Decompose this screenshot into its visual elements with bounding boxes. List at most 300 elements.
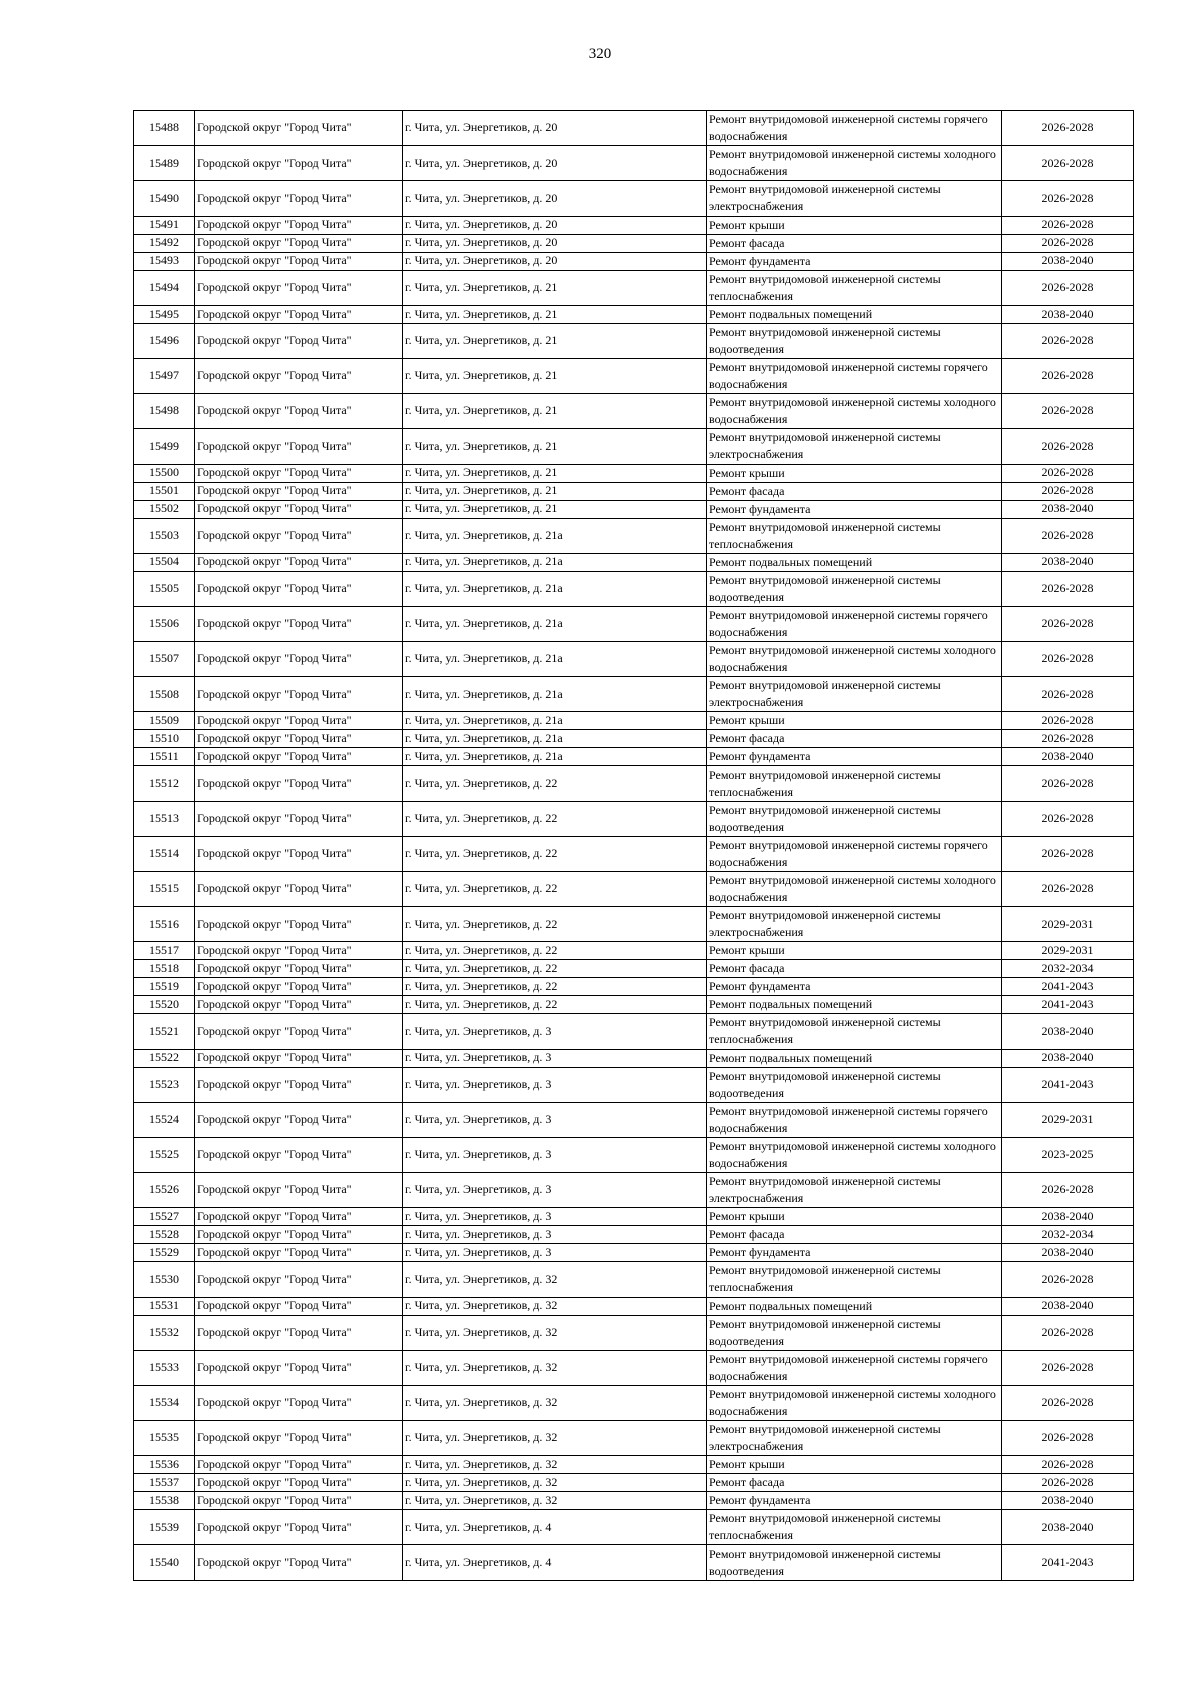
municipality-cell: Городской округ "Город Чита" (195, 907, 403, 942)
table-row (134, 323, 1134, 358)
work-type-cell: Ремонт фундамента (707, 252, 1002, 270)
period-cell: 2041-2043 (1002, 978, 1134, 996)
municipality-cell: Городской округ "Город Чита" (195, 305, 403, 323)
period-cell: 2041-2043 (1002, 996, 1134, 1014)
address-cell: г. Чита, ул. Энергетиков, д. 20 (403, 181, 707, 216)
table-row (134, 872, 1134, 907)
period-cell: 2038-2040 (1002, 1014, 1134, 1049)
period-cell: 2038-2040 (1002, 252, 1134, 270)
table-row (134, 730, 1134, 748)
municipality-cell: Городской округ "Город Чита" (195, 1173, 403, 1208)
work-type-cell: Ремонт фундамента (707, 500, 1002, 518)
period-cell: 2026-2028 (1002, 1173, 1134, 1208)
work-type-cell: Ремонт внутридомовой инженерной системы холодного водоснабжения (707, 1385, 1002, 1420)
work-type-cell: Ремонт внутридомовой инженерной системы теплоснабжения (707, 518, 1002, 553)
period-cell: 2026-2028 (1002, 518, 1134, 553)
address-cell: г. Чита, ул. Энергетиков, д. 21а (403, 712, 707, 730)
address-cell: г. Чита, ул. Энергетиков, д. 20 (403, 216, 707, 234)
work-type-cell: Ремонт внутридомовой инженерной системы горячего водоснабжения (707, 358, 1002, 393)
address-cell: г. Чита, ул. Энергетиков, д. 22 (403, 942, 707, 960)
row-number-cell: 15523 (134, 1067, 195, 1102)
row-number-cell: 15505 (134, 571, 195, 606)
work-type-cell: Ремонт внутридомовой инженерной системы горячего водоснабжения (707, 1102, 1002, 1137)
table-row (134, 642, 1134, 677)
period-cell: 2038-2040 (1002, 1244, 1134, 1262)
period-cell: 2026-2028 (1002, 642, 1134, 677)
table-row (134, 942, 1134, 960)
row-number-cell: 15494 (134, 270, 195, 305)
work-type-cell: Ремонт подвальных помещений (707, 996, 1002, 1014)
municipality-cell: Городской округ "Город Чита" (195, 111, 403, 146)
table-row (134, 464, 1134, 482)
row-number-cell: 15492 (134, 234, 195, 252)
table-row (134, 394, 1134, 429)
row-number-cell: 15500 (134, 464, 195, 482)
table-row (134, 571, 1134, 606)
address-cell: г. Чита, ул. Энергетиков, д. 32 (403, 1350, 707, 1385)
work-type-cell: Ремонт подвальных помещений (707, 1049, 1002, 1067)
municipality-cell: Городской округ "Город Чита" (195, 1474, 403, 1492)
municipality-cell: Городской округ "Город Чита" (195, 730, 403, 748)
period-cell: 2032-2034 (1002, 960, 1134, 978)
address-cell: г. Чита, ул. Энергетиков, д. 4 (403, 1510, 707, 1545)
municipality-cell: Городской округ "Город Чита" (195, 996, 403, 1014)
work-type-cell: Ремонт внутридомовой инженерной системы холодного водоснабжения (707, 394, 1002, 429)
row-number-cell: 15530 (134, 1262, 195, 1297)
municipality-cell: Городской округ "Город Чита" (195, 358, 403, 393)
row-number-cell: 15504 (134, 553, 195, 571)
row-number-cell: 15499 (134, 429, 195, 464)
period-cell: 2026-2028 (1002, 146, 1134, 181)
work-type-cell: Ремонт крыши (707, 464, 1002, 482)
work-type-cell: Ремонт внутридомовой инженерной системы холодного водоснабжения (707, 1137, 1002, 1172)
period-cell: 2026-2028 (1002, 677, 1134, 712)
work-type-cell: Ремонт внутридомовой инженерной системы теплоснабжения (707, 1510, 1002, 1545)
address-cell: г. Чита, ул. Энергетиков, д. 3 (403, 1102, 707, 1137)
period-cell: 2026-2028 (1002, 1385, 1134, 1420)
address-cell: г. Чита, ул. Энергетиков, д. 3 (403, 1226, 707, 1244)
work-type-cell: Ремонт фундамента (707, 1492, 1002, 1510)
table-row (134, 518, 1134, 553)
table-row (134, 978, 1134, 996)
row-number-cell: 15532 (134, 1315, 195, 1350)
period-cell: 2038-2040 (1002, 305, 1134, 323)
table-row (134, 836, 1134, 871)
municipality-cell: Городской округ "Город Чита" (195, 500, 403, 518)
table-row (134, 1244, 1134, 1262)
period-cell: 2026-2028 (1002, 358, 1134, 393)
address-cell: г. Чита, ул. Энергетиков, д. 21 (403, 464, 707, 482)
address-cell: г. Чита, ул. Энергетиков, д. 3 (403, 1244, 707, 1262)
municipality-cell: Городской округ "Город Чита" (195, 571, 403, 606)
work-type-cell: Ремонт крыши (707, 1208, 1002, 1226)
row-number-cell: 15527 (134, 1208, 195, 1226)
work-type-cell: Ремонт фасада (707, 234, 1002, 252)
municipality-cell: Городской округ "Город Чита" (195, 836, 403, 871)
work-type-cell: Ремонт внутридомовой инженерной системы холодного водоснабжения (707, 642, 1002, 677)
address-cell: г. Чита, ул. Энергетиков, д. 32 (403, 1385, 707, 1420)
address-cell: г. Чита, ул. Энергетиков, д. 32 (403, 1297, 707, 1315)
address-cell: г. Чита, ул. Энергетиков, д. 32 (403, 1315, 707, 1350)
table-row (134, 1315, 1134, 1350)
period-cell: 2032-2034 (1002, 1226, 1134, 1244)
municipality-cell: Городской округ "Город Чита" (195, 181, 403, 216)
repair-schedule-table (133, 110, 1134, 1581)
row-number-cell: 15534 (134, 1385, 195, 1420)
period-cell: 2026-2028 (1002, 606, 1134, 641)
row-number-cell: 15519 (134, 978, 195, 996)
address-cell: г. Чита, ул. Энергетиков, д. 3 (403, 1208, 707, 1226)
table-row (134, 216, 1134, 234)
work-type-cell: Ремонт фасада (707, 482, 1002, 500)
period-cell: 2026-2028 (1002, 1262, 1134, 1297)
row-number-cell: 15536 (134, 1456, 195, 1474)
table-row (134, 146, 1134, 181)
row-number-cell: 15496 (134, 323, 195, 358)
row-number-cell: 15525 (134, 1137, 195, 1172)
table-row (134, 907, 1134, 942)
period-cell: 2026-2028 (1002, 571, 1134, 606)
table-row (134, 252, 1134, 270)
period-cell: 2026-2028 (1002, 730, 1134, 748)
municipality-cell: Городской округ "Город Чита" (195, 1350, 403, 1385)
table-row (134, 1102, 1134, 1137)
period-cell: 2038-2040 (1002, 1208, 1134, 1226)
municipality-cell: Городской округ "Город Чита" (195, 553, 403, 571)
work-type-cell: Ремонт фасада (707, 1226, 1002, 1244)
address-cell: г. Чита, ул. Энергетиков, д. 22 (403, 978, 707, 996)
work-type-cell: Ремонт внутридомовой инженерной системы горячего водоснабжения (707, 111, 1002, 146)
page-number: 320 (588, 46, 612, 62)
municipality-cell: Городской округ "Город Чита" (195, 464, 403, 482)
row-number-cell: 15514 (134, 836, 195, 871)
period-cell: 2026-2028 (1002, 712, 1134, 730)
period-cell: 2026-2028 (1002, 801, 1134, 836)
table-row (134, 1137, 1134, 1172)
table-row (134, 1049, 1134, 1067)
address-cell: г. Чита, ул. Энергетиков, д. 21а (403, 642, 707, 677)
work-type-cell: Ремонт внутридомовой инженерной системы теплоснабжения (707, 1262, 1002, 1297)
work-type-cell: Ремонт крыши (707, 216, 1002, 234)
period-cell: 2026-2028 (1002, 323, 1134, 358)
address-cell: г. Чита, ул. Энергетиков, д. 21 (403, 358, 707, 393)
address-cell: г. Чита, ул. Энергетиков, д. 32 (403, 1456, 707, 1474)
address-cell: г. Чита, ул. Энергетиков, д. 21а (403, 606, 707, 641)
row-number-cell: 15524 (134, 1102, 195, 1137)
period-cell: 2038-2040 (1002, 500, 1134, 518)
municipality-cell: Городской округ "Город Чита" (195, 1545, 403, 1580)
work-type-cell: Ремонт внутридомовой инженерной системы водоотведения (707, 323, 1002, 358)
period-cell: 2026-2028 (1002, 872, 1134, 907)
row-number-cell: 15533 (134, 1350, 195, 1385)
table-row (134, 1492, 1134, 1510)
table-row (134, 712, 1134, 730)
municipality-cell: Городской округ "Город Чита" (195, 234, 403, 252)
work-type-cell: Ремонт внутридомовой инженерной системы водоотведения (707, 571, 1002, 606)
municipality-cell: Городской округ "Город Чита" (195, 270, 403, 305)
municipality-cell: Городской округ "Город Чита" (195, 677, 403, 712)
row-number-cell: 15488 (134, 111, 195, 146)
row-number-cell: 15516 (134, 907, 195, 942)
row-number-cell: 15509 (134, 712, 195, 730)
municipality-cell: Городской округ "Город Чита" (195, 518, 403, 553)
period-cell: 2038-2040 (1002, 1049, 1134, 1067)
table-row (134, 1226, 1134, 1244)
row-number-cell: 15501 (134, 482, 195, 500)
municipality-cell: Городской округ "Город Чита" (195, 146, 403, 181)
municipality-cell: Городской округ "Город Чита" (195, 1226, 403, 1244)
work-type-cell: Ремонт фасада (707, 960, 1002, 978)
table-row (134, 358, 1134, 393)
table-row (134, 1262, 1134, 1297)
work-type-cell: Ремонт внутридомовой инженерной системы электроснабжения (707, 677, 1002, 712)
row-number-cell: 15491 (134, 216, 195, 234)
work-type-cell: Ремонт подвальных помещений (707, 305, 1002, 323)
row-number-cell: 15489 (134, 146, 195, 181)
municipality-cell: Городской округ "Город Чита" (195, 323, 403, 358)
address-cell: г. Чита, ул. Энергетиков, д. 22 (403, 996, 707, 1014)
municipality-cell: Городской округ "Город Чита" (195, 1492, 403, 1510)
work-type-cell: Ремонт фундамента (707, 978, 1002, 996)
table-row (134, 234, 1134, 252)
row-number-cell: 15495 (134, 305, 195, 323)
period-cell: 2029-2031 (1002, 907, 1134, 942)
work-type-cell: Ремонт внутридомовой инженерной системы водоотведения (707, 1545, 1002, 1580)
work-type-cell: Ремонт внутридомовой инженерной системы теплоснабжения (707, 766, 1002, 801)
address-cell: г. Чита, ул. Энергетиков, д. 21 (403, 394, 707, 429)
municipality-cell: Городской округ "Город Чита" (195, 394, 403, 429)
row-number-cell: 15503 (134, 518, 195, 553)
municipality-cell: Городской округ "Город Чита" (195, 978, 403, 996)
address-cell: г. Чита, ул. Энергетиков, д. 3 (403, 1137, 707, 1172)
row-number-cell: 15526 (134, 1173, 195, 1208)
table-row (134, 1385, 1134, 1420)
table-row (134, 1208, 1134, 1226)
work-type-cell: Ремонт внутридомовой инженерной системы электроснабжения (707, 181, 1002, 216)
period-cell: 2026-2028 (1002, 111, 1134, 146)
work-type-cell: Ремонт внутридомовой инженерной системы электроснабжения (707, 1173, 1002, 1208)
period-cell: 2026-2028 (1002, 836, 1134, 871)
table-row (134, 1350, 1134, 1385)
row-number-cell: 15517 (134, 942, 195, 960)
municipality-cell: Городской округ "Город Чита" (195, 1510, 403, 1545)
municipality-cell: Городской округ "Город Чита" (195, 429, 403, 464)
period-cell: 2038-2040 (1002, 1510, 1134, 1545)
work-type-cell: Ремонт внутридомовой инженерной системы теплоснабжения (707, 1014, 1002, 1049)
period-cell: 2041-2043 (1002, 1545, 1134, 1580)
row-number-cell: 15521 (134, 1014, 195, 1049)
address-cell: г. Чита, ул. Энергетиков, д. 22 (403, 960, 707, 978)
work-type-cell: Ремонт внутридомовой инженерной системы водоотведения (707, 1067, 1002, 1102)
address-cell: г. Чита, ул. Энергетиков, д. 21а (403, 553, 707, 571)
address-cell: г. Чита, ул. Энергетиков, д. 21 (403, 305, 707, 323)
table-row (134, 1474, 1134, 1492)
period-cell: 2026-2028 (1002, 270, 1134, 305)
address-cell: г. Чита, ул. Энергетиков, д. 21а (403, 677, 707, 712)
table-row (134, 677, 1134, 712)
table-row (134, 1545, 1134, 1580)
address-cell: г. Чита, ул. Энергетиков, д. 32 (403, 1421, 707, 1456)
row-number-cell: 15518 (134, 960, 195, 978)
table-row (134, 1421, 1134, 1456)
row-number-cell: 15502 (134, 500, 195, 518)
table-row (134, 996, 1134, 1014)
work-type-cell: Ремонт внутридомовой инженерной системы водоотведения (707, 801, 1002, 836)
municipality-cell: Городской округ "Город Чита" (195, 1067, 403, 1102)
row-number-cell: 15538 (134, 1492, 195, 1510)
address-cell: г. Чита, ул. Энергетиков, д. 32 (403, 1492, 707, 1510)
period-cell: 2029-2031 (1002, 1102, 1134, 1137)
period-cell: 2041-2043 (1002, 1067, 1134, 1102)
row-number-cell: 15506 (134, 606, 195, 641)
municipality-cell: Городской округ "Город Чита" (195, 1049, 403, 1067)
work-type-cell: Ремонт внутридомовой инженерной системы горячего водоснабжения (707, 836, 1002, 871)
work-type-cell: Ремонт подвальных помещений (707, 553, 1002, 571)
work-type-cell: Ремонт фасада (707, 1474, 1002, 1492)
address-cell: г. Чита, ул. Энергетиков, д. 22 (403, 872, 707, 907)
table-row (134, 482, 1134, 500)
address-cell: г. Чита, ул. Энергетиков, д. 32 (403, 1262, 707, 1297)
address-cell: г. Чита, ул. Энергетиков, д. 3 (403, 1049, 707, 1067)
address-cell: г. Чита, ул. Энергетиков, д. 21 (403, 482, 707, 500)
table-row (134, 305, 1134, 323)
address-cell: г. Чита, ул. Энергетиков, д. 20 (403, 252, 707, 270)
period-cell: 2038-2040 (1002, 748, 1134, 766)
table-row (134, 111, 1134, 146)
work-type-cell: Ремонт фундамента (707, 748, 1002, 766)
table-row (134, 500, 1134, 518)
row-number-cell: 15498 (134, 394, 195, 429)
municipality-cell: Городской округ "Город Чита" (195, 1208, 403, 1226)
address-cell: г. Чита, ул. Энергетиков, д. 20 (403, 234, 707, 252)
work-type-cell: Ремонт фасада (707, 730, 1002, 748)
municipality-cell: Городской округ "Город Чита" (195, 1421, 403, 1456)
period-cell: 2026-2028 (1002, 181, 1134, 216)
period-cell: 2038-2040 (1002, 1297, 1134, 1315)
table-row (134, 1456, 1134, 1474)
row-number-cell: 15528 (134, 1226, 195, 1244)
municipality-cell: Городской округ "Город Чита" (195, 1315, 403, 1350)
row-number-cell: 15537 (134, 1474, 195, 1492)
municipality-cell: Городской округ "Город Чита" (195, 960, 403, 978)
address-cell: г. Чита, ул. Энергетиков, д. 21а (403, 518, 707, 553)
row-number-cell: 15529 (134, 1244, 195, 1262)
table-row (134, 748, 1134, 766)
period-cell: 2026-2028 (1002, 1421, 1134, 1456)
address-cell: г. Чита, ул. Энергетиков, д. 21 (403, 500, 707, 518)
row-number-cell: 15508 (134, 677, 195, 712)
period-cell: 2026-2028 (1002, 216, 1134, 234)
period-cell: 2029-2031 (1002, 942, 1134, 960)
row-number-cell: 15515 (134, 872, 195, 907)
work-type-cell: Ремонт крыши (707, 1456, 1002, 1474)
municipality-cell: Городской округ "Город Чита" (195, 1385, 403, 1420)
work-type-cell: Ремонт внутридомовой инженерной системы электроснабжения (707, 429, 1002, 464)
municipality-cell: Городской округ "Город Чита" (195, 1297, 403, 1315)
table-row (134, 1510, 1134, 1545)
table-row (134, 606, 1134, 641)
work-type-cell: Ремонт внутридомовой инженерной системы теплоснабжения (707, 270, 1002, 305)
address-cell: г. Чита, ул. Энергетиков, д. 21 (403, 270, 707, 305)
period-cell: 2026-2028 (1002, 464, 1134, 482)
table-row (134, 553, 1134, 571)
municipality-cell: Городской округ "Город Чита" (195, 252, 403, 270)
row-number-cell: 15540 (134, 1545, 195, 1580)
table-row (134, 960, 1134, 978)
municipality-cell: Городской округ "Город Чита" (195, 942, 403, 960)
municipality-cell: Городской округ "Город Чита" (195, 216, 403, 234)
work-type-cell: Ремонт внутридомовой инженерной системы электроснабжения (707, 907, 1002, 942)
address-cell: г. Чита, ул. Энергетиков, д. 20 (403, 146, 707, 181)
address-cell: г. Чита, ул. Энергетиков, д. 21 (403, 429, 707, 464)
row-number-cell: 15507 (134, 642, 195, 677)
table-body (134, 111, 1134, 1581)
work-type-cell: Ремонт внутридомовой инженерной системы электроснабжения (707, 1421, 1002, 1456)
row-number-cell: 15531 (134, 1297, 195, 1315)
period-cell: 2026-2028 (1002, 394, 1134, 429)
row-number-cell: 15493 (134, 252, 195, 270)
period-cell: 2026-2028 (1002, 1474, 1134, 1492)
table-row (134, 181, 1134, 216)
address-cell: г. Чита, ул. Энергетиков, д. 21а (403, 748, 707, 766)
row-number-cell: 15520 (134, 996, 195, 1014)
work-type-cell: Ремонт внутридомовой инженерной системы водоотведения (707, 1315, 1002, 1350)
table-row (134, 429, 1134, 464)
address-cell: г. Чита, ул. Энергетиков, д. 4 (403, 1545, 707, 1580)
row-number-cell: 15513 (134, 801, 195, 836)
row-number-cell: 15535 (134, 1421, 195, 1456)
row-number-cell: 15497 (134, 358, 195, 393)
municipality-cell: Городской округ "Город Чита" (195, 642, 403, 677)
work-type-cell: Ремонт подвальных помещений (707, 1297, 1002, 1315)
table-row (134, 766, 1134, 801)
table-row (134, 1173, 1134, 1208)
row-number-cell: 15510 (134, 730, 195, 748)
work-type-cell: Ремонт крыши (707, 942, 1002, 960)
row-number-cell: 15512 (134, 766, 195, 801)
row-number-cell: 15511 (134, 748, 195, 766)
municipality-cell: Городской округ "Город Чита" (195, 482, 403, 500)
period-cell: 2026-2028 (1002, 234, 1134, 252)
period-cell: 2026-2028 (1002, 1350, 1134, 1385)
address-cell: г. Чита, ул. Энергетиков, д. 22 (403, 766, 707, 801)
period-cell: 2038-2040 (1002, 1492, 1134, 1510)
address-cell: г. Чита, ул. Энергетиков, д. 21а (403, 571, 707, 606)
municipality-cell: Городской округ "Город Чита" (195, 766, 403, 801)
period-cell: 2026-2028 (1002, 482, 1134, 500)
municipality-cell: Городской округ "Город Чита" (195, 1244, 403, 1262)
municipality-cell: Городской округ "Город Чита" (195, 606, 403, 641)
address-cell: г. Чита, ул. Энергетиков, д. 32 (403, 1474, 707, 1492)
table-row (134, 270, 1134, 305)
address-cell: г. Чита, ул. Энергетиков, д. 22 (403, 907, 707, 942)
address-cell: г. Чита, ул. Энергетиков, д. 21 (403, 323, 707, 358)
municipality-cell: Городской округ "Город Чита" (195, 801, 403, 836)
municipality-cell: Городской округ "Город Чита" (195, 1102, 403, 1137)
table-row (134, 1067, 1134, 1102)
address-cell: г. Чита, ул. Энергетиков, д. 22 (403, 836, 707, 871)
row-number-cell: 15539 (134, 1510, 195, 1545)
municipality-cell: Городской округ "Город Чита" (195, 1262, 403, 1297)
work-type-cell: Ремонт внутридомовой инженерной системы горячего водоснабжения (707, 1350, 1002, 1385)
work-type-cell: Ремонт внутридомовой инженерной системы холодного водоснабжения (707, 146, 1002, 181)
work-type-cell: Ремонт внутридомовой инженерной системы холодного водоснабжения (707, 872, 1002, 907)
period-cell: 2038-2040 (1002, 553, 1134, 571)
table-row (134, 1014, 1134, 1049)
period-cell: 2026-2028 (1002, 766, 1134, 801)
address-cell: г. Чита, ул. Энергетиков, д. 3 (403, 1173, 707, 1208)
address-cell: г. Чита, ул. Энергетиков, д. 21а (403, 730, 707, 748)
